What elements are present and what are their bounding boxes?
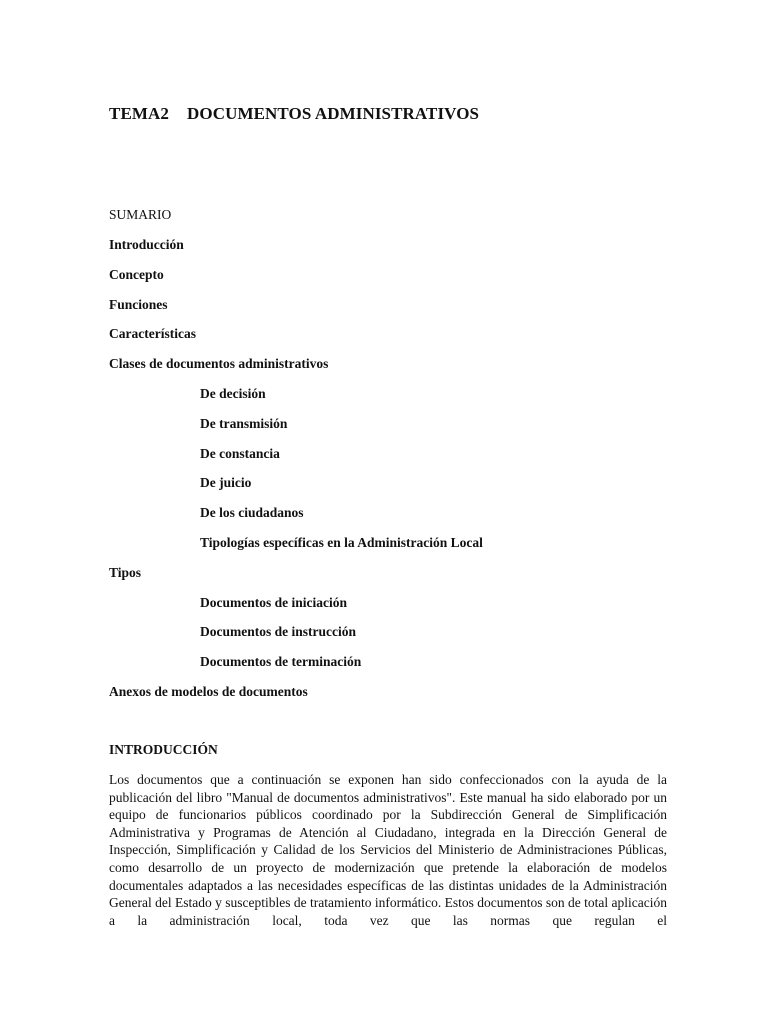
body-paragraph: Los documentos que a continuación se exponen han sido confeccionados con la ayuda de la publicación del libro "Manual de documentos administrativos". Este manual ha sido elaborado por un equipo de funcionarios públicos coordinado por la Subdirección General de Simplificación Administrativa y Programas de Atención al Ciudadano, integrada en la Dirección General de Inspección, Simplificación y Calidad de los Servicios del Ministerio de Administraciones Públicas, como desarrollo de un proyecto de modernización que pretende la elaboración de modelos documentales adaptados a las necesidades específicas de las distintas unidades de la Administración General del Estado y susceptibles de tratamiento informático. Estos documentos son de total aplicación a la administración local, toda vez que las normas que regulan el xyxy=(109,772,667,928)
toc-item: De decisión xyxy=(200,386,266,401)
toc-item: Características xyxy=(109,326,196,341)
toc-item: Concepto xyxy=(109,267,164,282)
title-number: TEMA2 xyxy=(109,104,169,123)
toc-item: De los ciudadanos xyxy=(200,505,304,520)
toc-item: Documentos de instrucción xyxy=(200,624,356,639)
sumario-heading: SUMARIO xyxy=(109,207,172,222)
toc-item: De constancia xyxy=(200,446,280,461)
toc-item: Introducción xyxy=(109,237,184,252)
toc-item: Funciones xyxy=(109,297,168,312)
page-title xyxy=(109,104,479,124)
toc-item: Tipos xyxy=(109,565,142,580)
toc-item: Documentos de iniciación xyxy=(200,595,347,610)
toc-item: De transmisión xyxy=(200,416,288,431)
toc-item: De juicio xyxy=(200,475,252,490)
toc-item: Documentos de terminación xyxy=(200,654,362,669)
section-heading-introduccion: INTRODUCCIÓN xyxy=(109,742,218,757)
toc-item: Clases de documentos administrativos xyxy=(109,356,329,371)
toc-item: Anexos de modelos de documentos xyxy=(109,684,308,699)
title-text: DOCUMENTOS ADMINISTRATIVOS xyxy=(187,104,480,123)
toc-item: Tipologías específicas en la Administración Local xyxy=(200,535,483,550)
